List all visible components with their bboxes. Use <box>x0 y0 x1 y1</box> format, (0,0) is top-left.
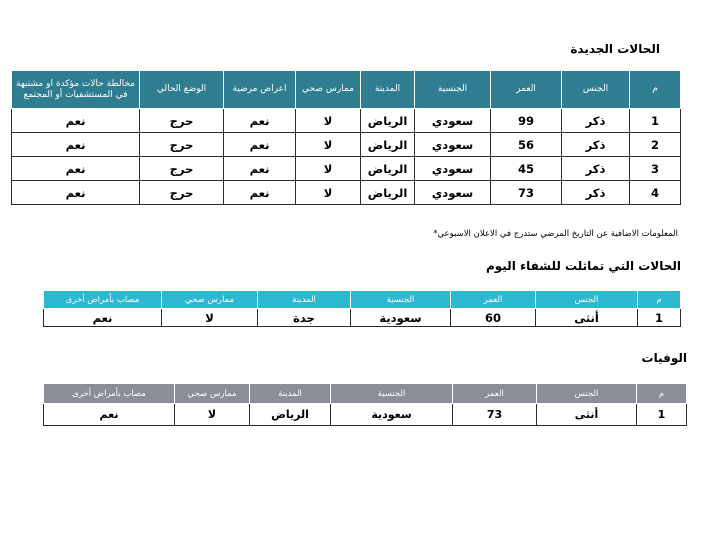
cell-city: الرياض <box>361 157 415 181</box>
cell-contact: نعم <box>12 157 140 181</box>
cell-index: 1 <box>630 109 681 133</box>
cell-age: 45 <box>491 157 562 181</box>
cell-index: 1 <box>638 309 681 327</box>
cell-age: 73 <box>491 181 562 205</box>
col-header-age: العمر <box>453 384 537 404</box>
col-header-city: المدينة <box>258 291 351 309</box>
col-header-nationality: الجنسية <box>351 291 451 309</box>
cell-gender: ذكر <box>562 133 630 157</box>
cell-age: 60 <box>451 309 536 327</box>
cell-nationality: سعودية <box>331 404 453 426</box>
cell-age: 73 <box>453 404 537 426</box>
cell-nationality: سعودي <box>415 181 491 205</box>
col-header-index: م <box>630 71 681 109</box>
cell-health-worker: لا <box>296 181 361 205</box>
cell-other-diseases: نعم <box>44 404 175 426</box>
cell-gender: ذكر <box>562 109 630 133</box>
deaths-table <box>43 383 687 426</box>
cell-other-diseases: نعم <box>44 309 162 327</box>
table-row <box>12 133 681 157</box>
cell-health-worker: لا <box>162 309 258 327</box>
col-header-age: العمر <box>451 291 536 309</box>
col-header-gender: الجنس <box>536 291 638 309</box>
recovered-table <box>43 290 681 327</box>
col-header-health-worker: ممارس صحي <box>296 71 361 109</box>
cell-index: 2 <box>630 133 681 157</box>
cell-city: الرياض <box>250 404 331 426</box>
table-row <box>44 309 681 327</box>
cell-city: الرياض <box>361 133 415 157</box>
cell-age: 99 <box>491 109 562 133</box>
footnote: المعلومات الاضافية عن التاريخ المرضي ستدرج في الاعلان الاسبوعي* <box>433 229 678 239</box>
col-header-health-worker: ممارس صحي <box>162 291 258 309</box>
cell-index: 1 <box>637 404 687 426</box>
cell-nationality: سعودي <box>415 109 491 133</box>
col-header-index: م <box>637 384 687 404</box>
cell-index: 3 <box>630 157 681 181</box>
cell-health-worker: لا <box>175 404 250 426</box>
col-header-status: الوضع الحالي <box>140 71 224 109</box>
cell-status: حرج <box>140 181 224 205</box>
col-header-age: العمر <box>491 71 562 109</box>
table-row <box>44 404 687 426</box>
cell-nationality: سعودي <box>415 133 491 157</box>
deaths-title: الوفيات <box>641 351 687 365</box>
col-header-index: م <box>638 291 681 309</box>
cell-symptoms: نعم <box>224 157 296 181</box>
cell-gender: أنثى <box>537 404 637 426</box>
new-cases-title: الحالات الجديدة <box>570 42 660 56</box>
col-header-city: المدينة <box>361 71 415 109</box>
col-header-nationality: الجنسية <box>415 71 491 109</box>
cell-nationality: سعودية <box>351 309 451 327</box>
col-header-city: المدينة <box>250 384 331 404</box>
table-row <box>12 181 681 205</box>
cell-symptoms: نعم <box>224 109 296 133</box>
cell-symptoms: نعم <box>224 133 296 157</box>
cell-index: 4 <box>630 181 681 205</box>
recovered-header-row <box>44 291 681 309</box>
col-header-other-diseases: مصاب بأمراض أخرى <box>44 291 162 309</box>
cell-status: حرج <box>140 157 224 181</box>
cell-contact: نعم <box>12 181 140 205</box>
recovered-title: الحالات التي تماثلت للشفاء اليوم <box>485 259 681 273</box>
table-row <box>12 109 681 133</box>
new-cases-header-row <box>12 71 681 109</box>
cell-city: الرياض <box>361 181 415 205</box>
cell-gender: ذكر <box>562 157 630 181</box>
col-header-nationality: الجنسية <box>331 384 453 404</box>
cell-age: 56 <box>491 133 562 157</box>
cell-contact: نعم <box>12 109 140 133</box>
table-row <box>12 157 681 181</box>
cell-gender: ذكر <box>562 181 630 205</box>
col-header-health-worker: ممارس صحي <box>175 384 250 404</box>
col-header-contact: مخالطة حالات مؤكدة او مشتبهة في المستشفيات أو المجتمع <box>12 71 140 109</box>
deaths-header-row <box>44 384 687 404</box>
col-header-gender: الجنس <box>537 384 637 404</box>
cell-status: حرج <box>140 133 224 157</box>
new-cases-table <box>11 70 681 205</box>
col-header-other-diseases: مصاب بأمراض أخرى <box>44 384 175 404</box>
cell-contact: نعم <box>12 133 140 157</box>
cell-health-worker: لا <box>296 133 361 157</box>
cell-health-worker: لا <box>296 157 361 181</box>
cell-city: الرياض <box>361 109 415 133</box>
cell-gender: أنثى <box>536 309 638 327</box>
cell-status: حرج <box>140 109 224 133</box>
cell-symptoms: نعم <box>224 181 296 205</box>
cell-nationality: سعودي <box>415 157 491 181</box>
col-header-symptoms: اعراض مرضية <box>224 71 296 109</box>
cell-health-worker: لا <box>296 109 361 133</box>
cell-city: جدة <box>258 309 351 327</box>
col-header-gender: الجنس <box>562 71 630 109</box>
